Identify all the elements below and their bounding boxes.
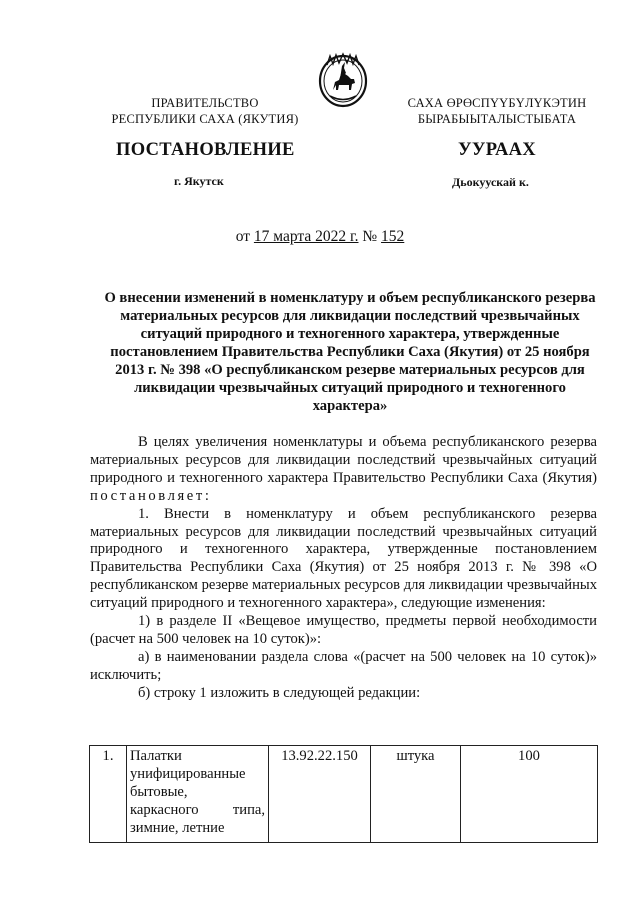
emblem-icon (318, 52, 368, 108)
item-code-cell: 13.92.22.150 (269, 746, 371, 843)
doc-type-ru: ПОСТАНОВЛЕНИЕ (116, 140, 295, 160)
right-organization-name (392, 95, 602, 127)
city-ru: г. Якутск (174, 174, 224, 188)
quantity-cell: 100 (461, 746, 598, 843)
item-name-line: унифицированные (130, 765, 246, 782)
document-body (90, 434, 597, 703)
sub-item-1-paragraph: 1) в разделе II «Вещевое имущество, предметы первой необходимости (расчет на 500 человек на 10 суток)»: (90, 613, 597, 647)
document-number: 152 (381, 228, 405, 245)
item-1-paragraph: 1. Внести в номенклатуру и объем республиканского резерва материальных ресурсов для ликвидации последствий чрезвычайных ситуаций природного и техногенного характера, утвержденные постановлением Правительства Республики Саха (Якутия) от 25 ноября 2013 г. № 398 «О республиканском резерве материальных ресурсов для ликвидации чрезвычайных ситуаций природного и техногенного характера», следующие изменения: (90, 505, 597, 612)
item-name-line: зимние, летние (130, 819, 225, 836)
doc-type-sakha: УУРААХ (458, 140, 536, 160)
item-name-line: бытовые, (130, 783, 188, 800)
date-prefix: от (235, 228, 254, 245)
item-name-cell (127, 746, 269, 843)
sub-item-b-paragraph: б) строку 1 изложить в следующей редакции: (138, 684, 421, 701)
left-organization-name (100, 95, 310, 127)
row-number-cell: 1. (90, 746, 127, 843)
number-prefix: № (358, 228, 382, 245)
table-row (90, 746, 598, 843)
left-org-line2: РЕСПУБЛИКИ САХА (ЯКУТИЯ) (111, 112, 299, 126)
city-sakha: Дьокуускай к. (452, 175, 529, 189)
sub-item-a-paragraph: а) в наименовании раздела слова «(расчет на 500 человек на 10 суток)» исключить; (90, 648, 597, 683)
resources-table (89, 745, 598, 843)
intro-text: В целях увеличения номенклатуры и объема республиканского резерва материальных ресурсов для ликвидации последствий чрезвычайных ситуаций природного и техногенного характера Правительство Республики Саха (Якутия) (90, 434, 597, 486)
right-org-line2: БЫРАБЫЫТАЛЫСТЫБАТА (417, 112, 577, 126)
resolves-word: постановляет: (90, 487, 212, 504)
item-name-line: каркасного типа, (130, 801, 265, 818)
document-title: О внесении изменений в номенклатуру и объем республиканского резерва материальных ресурсов для ликвидации последствий чрезвычайных ситуаций природного и техногенного характера, утвержденные постановлением Правительства Республики Саха (Якутия) от 25 ноября 2013 г. № 398 «О республиканском резерве материальных ресурсов для ликвидации чрезвычайных ситуаций природного и техногенного характера» (104, 290, 596, 414)
document-date: 17 марта 2022 г. (253, 228, 359, 245)
right-org-line1: САХА ӨРӨСПҮҮБҮЛҮКЭТИН (407, 96, 587, 110)
item-name-line: Палатки (130, 748, 182, 764)
left-org-line1: ПРАВИТЕЛЬСТВО (151, 96, 259, 110)
intro-paragraph (90, 434, 597, 506)
unit-cell: штука (371, 746, 461, 843)
date-number-line (0, 228, 640, 246)
